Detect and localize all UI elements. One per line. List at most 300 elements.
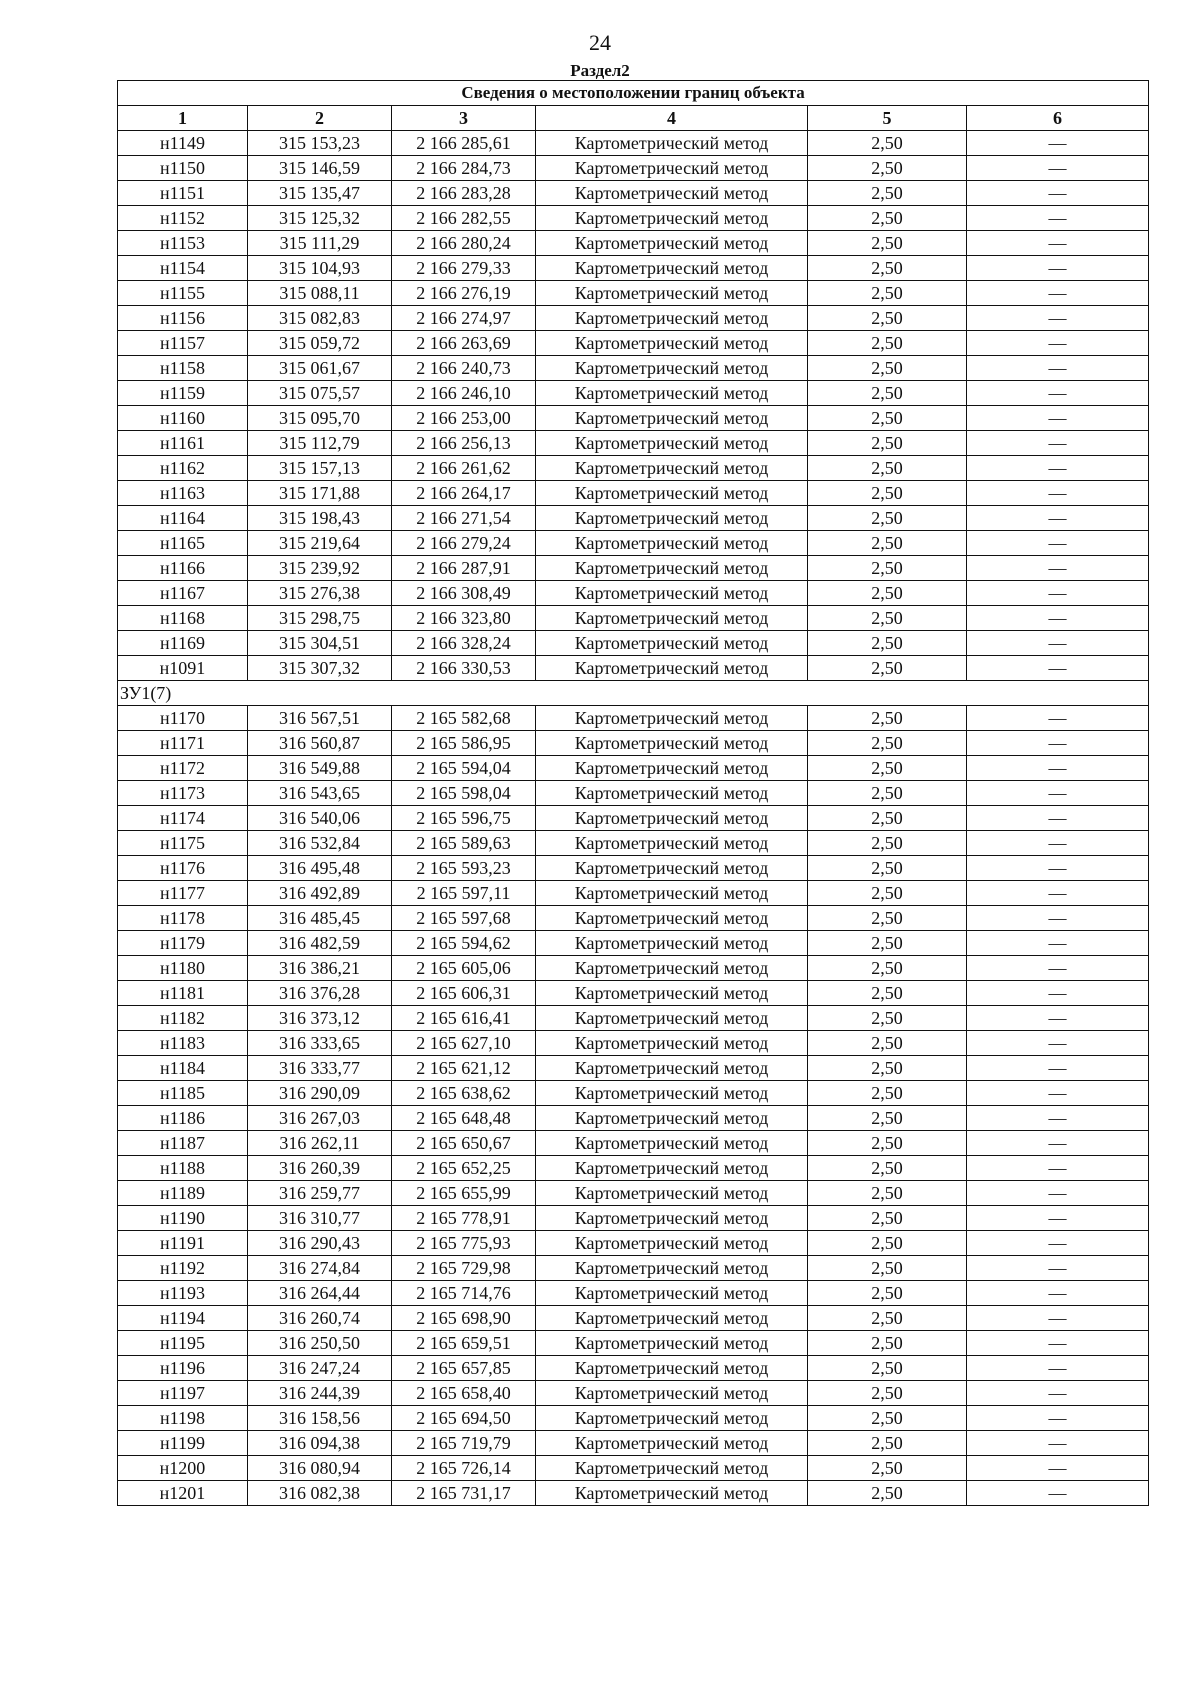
y-coordinate-cell: 2 165 726,14 — [392, 1456, 536, 1481]
point-name-cell: н1149 — [118, 131, 248, 156]
y-coordinate-cell: 2 165 655,99 — [392, 1181, 536, 1206]
table-row — [118, 656, 1149, 681]
note-cell: — — [967, 706, 1149, 731]
note-cell: — — [967, 306, 1149, 331]
x-coordinate-cell: 316 244,39 — [248, 1381, 392, 1406]
accuracy-cell: 2,50 — [808, 656, 967, 681]
accuracy-cell: 2,50 — [808, 831, 967, 856]
table-row — [118, 1406, 1149, 1431]
point-name-cell: н1187 — [118, 1131, 248, 1156]
y-coordinate-cell: 2 166 279,33 — [392, 256, 536, 281]
y-coordinate-cell: 2 165 605,06 — [392, 956, 536, 981]
y-coordinate-cell: 2 166 263,69 — [392, 331, 536, 356]
y-coordinate-cell: 2 166 308,49 — [392, 581, 536, 606]
note-cell: — — [967, 556, 1149, 581]
accuracy-cell: 2,50 — [808, 781, 967, 806]
x-coordinate-cell: 316 532,84 — [248, 831, 392, 856]
accuracy-cell: 2,50 — [808, 1406, 967, 1431]
note-cell: — — [967, 731, 1149, 756]
point-name-cell: н1165 — [118, 531, 248, 556]
method-cell: Картометрический метод — [536, 1481, 808, 1506]
note-cell: — — [967, 606, 1149, 631]
x-coordinate-cell: 316 376,28 — [248, 981, 392, 1006]
x-coordinate-cell: 316 262,11 — [248, 1131, 392, 1156]
method-cell: Картометрический метод — [536, 231, 808, 256]
accuracy-cell: 2,50 — [808, 1206, 967, 1231]
y-coordinate-cell: 2 165 698,90 — [392, 1306, 536, 1331]
note-cell: — — [967, 1406, 1149, 1431]
table-row — [118, 831, 1149, 856]
y-coordinate-cell: 2 165 598,04 — [392, 781, 536, 806]
note-cell: — — [967, 506, 1149, 531]
accuracy-cell: 2,50 — [808, 931, 967, 956]
note-cell: — — [967, 856, 1149, 881]
y-coordinate-cell: 2 166 253,00 — [392, 406, 536, 431]
y-coordinate-cell: 2 165 627,10 — [392, 1031, 536, 1056]
note-cell: — — [967, 131, 1149, 156]
note-cell: — — [967, 831, 1149, 856]
note-cell: — — [967, 956, 1149, 981]
note-cell: — — [967, 1306, 1149, 1331]
note-cell: — — [967, 1106, 1149, 1131]
table-row — [118, 781, 1149, 806]
table-row — [118, 1456, 1149, 1481]
method-cell: Картометрический метод — [536, 981, 808, 1006]
table-caption: Сведения о местоположении границ объекта — [118, 81, 1149, 106]
accuracy-cell: 2,50 — [808, 1281, 967, 1306]
point-name-cell: н1182 — [118, 1006, 248, 1031]
table-row — [118, 956, 1149, 981]
table-row — [118, 406, 1149, 431]
table-row — [118, 856, 1149, 881]
note-cell: — — [967, 1331, 1149, 1356]
table-row — [118, 206, 1149, 231]
x-coordinate-cell: 316 094,38 — [248, 1431, 392, 1456]
x-coordinate-cell: 316 386,21 — [248, 956, 392, 981]
accuracy-cell: 2,50 — [808, 306, 967, 331]
note-cell: — — [967, 181, 1149, 206]
accuracy-cell: 2,50 — [808, 1031, 967, 1056]
x-coordinate-cell: 316 540,06 — [248, 806, 392, 831]
method-cell: Картометрический метод — [536, 331, 808, 356]
point-name-cell: н1184 — [118, 1056, 248, 1081]
note-cell: — — [967, 231, 1149, 256]
method-cell: Картометрический метод — [536, 1281, 808, 1306]
y-coordinate-cell: 2 165 597,11 — [392, 881, 536, 906]
note-cell: — — [967, 1456, 1149, 1481]
table-row — [118, 1056, 1149, 1081]
x-coordinate-cell: 316 267,03 — [248, 1106, 392, 1131]
x-coordinate-cell: 315 304,51 — [248, 631, 392, 656]
x-coordinate-cell: 315 112,79 — [248, 431, 392, 456]
table-row — [118, 981, 1149, 1006]
note-cell: — — [967, 531, 1149, 556]
y-coordinate-cell: 2 165 731,17 — [392, 1481, 536, 1506]
point-name-cell: н1196 — [118, 1356, 248, 1381]
point-name-cell: н1158 — [118, 356, 248, 381]
x-coordinate-cell: 315 198,43 — [248, 506, 392, 531]
y-coordinate-cell: 2 166 330,53 — [392, 656, 536, 681]
point-name-cell: н1174 — [118, 806, 248, 831]
table-row — [118, 1431, 1149, 1456]
point-name-cell: н1179 — [118, 931, 248, 956]
note-cell: — — [967, 331, 1149, 356]
point-name-cell: н1193 — [118, 1281, 248, 1306]
table-row — [118, 356, 1149, 381]
method-cell: Картометрический метод — [536, 1056, 808, 1081]
table-row — [118, 581, 1149, 606]
accuracy-cell: 2,50 — [808, 556, 967, 581]
x-coordinate-cell: 316 495,48 — [248, 856, 392, 881]
y-coordinate-cell: 2 165 694,50 — [392, 1406, 536, 1431]
method-cell: Картометрический метод — [536, 181, 808, 206]
y-coordinate-cell: 2 166 285,61 — [392, 131, 536, 156]
y-coordinate-cell: 2 165 652,25 — [392, 1156, 536, 1181]
table-row — [118, 906, 1149, 931]
method-cell: Картометрический метод — [536, 1131, 808, 1156]
point-name-cell: н1186 — [118, 1106, 248, 1131]
x-coordinate-cell: 316 543,65 — [248, 781, 392, 806]
note-cell: — — [967, 456, 1149, 481]
accuracy-cell: 2,50 — [808, 181, 967, 206]
table-row — [118, 1381, 1149, 1406]
method-cell: Картометрический метод — [536, 206, 808, 231]
method-cell: Картометрический метод — [536, 431, 808, 456]
method-cell: Картометрический метод — [536, 606, 808, 631]
method-cell: Картометрический метод — [536, 631, 808, 656]
note-cell: — — [967, 1131, 1149, 1156]
table-row — [118, 306, 1149, 331]
y-coordinate-cell: 2 165 606,31 — [392, 981, 536, 1006]
method-cell: Картометрический метод — [536, 1306, 808, 1331]
accuracy-cell: 2,50 — [808, 1056, 967, 1081]
table-row — [118, 506, 1149, 531]
method-cell: Картометрический метод — [536, 556, 808, 581]
note-cell: — — [967, 1206, 1149, 1231]
point-name-cell: н1199 — [118, 1431, 248, 1456]
method-cell: Картометрический метод — [536, 706, 808, 731]
y-coordinate-cell: 2 166 284,73 — [392, 156, 536, 181]
y-coordinate-cell: 2 166 282,55 — [392, 206, 536, 231]
x-coordinate-cell: 315 153,23 — [248, 131, 392, 156]
table-row — [118, 1106, 1149, 1131]
y-coordinate-cell: 2 165 775,93 — [392, 1231, 536, 1256]
accuracy-cell: 2,50 — [808, 956, 967, 981]
method-cell: Картометрический метод — [536, 406, 808, 431]
accuracy-cell: 2,50 — [808, 1131, 967, 1156]
point-name-cell: н1177 — [118, 881, 248, 906]
note-cell: — — [967, 1181, 1149, 1206]
accuracy-cell: 2,50 — [808, 531, 967, 556]
note-cell: — — [967, 581, 1149, 606]
y-coordinate-cell: 2 165 648,48 — [392, 1106, 536, 1131]
y-coordinate-cell: 2 165 729,98 — [392, 1256, 536, 1281]
page-number: 24 — [589, 30, 611, 55]
method-cell: Картометрический метод — [536, 831, 808, 856]
point-name-cell: н1161 — [118, 431, 248, 456]
accuracy-cell: 2,50 — [808, 156, 967, 181]
x-coordinate-cell: 316 247,24 — [248, 1356, 392, 1381]
y-coordinate-cell: 2 165 582,68 — [392, 706, 536, 731]
point-name-cell: н1159 — [118, 381, 248, 406]
column-header: 3 — [392, 106, 536, 131]
table-caption-row — [118, 81, 1149, 106]
table-row — [118, 531, 1149, 556]
note-cell: — — [967, 1256, 1149, 1281]
table-row — [118, 1206, 1149, 1231]
point-name-cell: н1189 — [118, 1181, 248, 1206]
table-row — [118, 456, 1149, 481]
method-cell: Картометрический метод — [536, 1231, 808, 1256]
method-cell: Картометрический метод — [536, 781, 808, 806]
point-name-cell: н1201 — [118, 1481, 248, 1506]
y-coordinate-cell: 2 166 271,54 — [392, 506, 536, 531]
accuracy-cell: 2,50 — [808, 506, 967, 531]
y-coordinate-cell: 2 165 594,62 — [392, 931, 536, 956]
y-coordinate-cell: 2 165 657,85 — [392, 1356, 536, 1381]
method-cell: Картометрический метод — [536, 1156, 808, 1181]
method-cell: Картометрический метод — [536, 1006, 808, 1031]
method-cell: Картометрический метод — [536, 256, 808, 281]
accuracy-cell: 2,50 — [808, 631, 967, 656]
x-coordinate-cell: 315 276,38 — [248, 581, 392, 606]
boundary-coordinates-table — [117, 80, 1149, 1506]
point-name-cell: н1195 — [118, 1331, 248, 1356]
method-cell: Картометрический метод — [536, 806, 808, 831]
x-coordinate-cell: 316 482,59 — [248, 931, 392, 956]
y-coordinate-cell: 2 166 276,19 — [392, 281, 536, 306]
y-coordinate-cell: 2 165 593,23 — [392, 856, 536, 881]
table-row — [118, 256, 1149, 281]
method-cell: Картометрический метод — [536, 856, 808, 881]
point-name-cell: н1163 — [118, 481, 248, 506]
table-row — [118, 706, 1149, 731]
x-coordinate-cell: 316 264,44 — [248, 1281, 392, 1306]
point-name-cell: н1197 — [118, 1381, 248, 1406]
y-coordinate-cell: 2 165 589,63 — [392, 831, 536, 856]
y-coordinate-cell: 2 165 586,95 — [392, 731, 536, 756]
point-name-cell: н1169 — [118, 631, 248, 656]
accuracy-cell: 2,50 — [808, 906, 967, 931]
y-coordinate-cell: 2 165 659,51 — [392, 1331, 536, 1356]
x-coordinate-cell: 316 082,38 — [248, 1481, 392, 1506]
method-cell: Картометрический метод — [536, 481, 808, 506]
point-name-cell: н1188 — [118, 1156, 248, 1181]
table-row — [118, 1006, 1149, 1031]
method-cell: Картометрический метод — [536, 456, 808, 481]
table-row — [118, 1331, 1149, 1356]
note-cell: — — [967, 806, 1149, 831]
method-cell: Картометрический метод — [536, 581, 808, 606]
note-cell: — — [967, 656, 1149, 681]
method-cell: Картометрический метод — [536, 281, 808, 306]
accuracy-cell: 2,50 — [808, 481, 967, 506]
note-cell: — — [967, 381, 1149, 406]
table-row — [118, 1481, 1149, 1506]
method-cell: Картометрический метод — [536, 131, 808, 156]
x-coordinate-cell: 316 080,94 — [248, 1456, 392, 1481]
accuracy-cell: 2,50 — [808, 581, 967, 606]
y-coordinate-cell: 2 166 323,80 — [392, 606, 536, 631]
method-cell: Картометрический метод — [536, 1356, 808, 1381]
table-row — [118, 606, 1149, 631]
accuracy-cell: 2,50 — [808, 606, 967, 631]
table-row — [118, 181, 1149, 206]
point-name-cell: н1150 — [118, 156, 248, 181]
method-cell: Картометрический метод — [536, 1381, 808, 1406]
method-cell: Картометрический метод — [536, 756, 808, 781]
accuracy-cell: 2,50 — [808, 131, 967, 156]
x-coordinate-cell: 315 239,92 — [248, 556, 392, 581]
point-name-cell: н1166 — [118, 556, 248, 581]
method-cell: Картометрический метод — [536, 1256, 808, 1281]
note-cell: — — [967, 1431, 1149, 1456]
column-header: 4 — [536, 106, 808, 131]
y-coordinate-cell: 2 166 264,17 — [392, 481, 536, 506]
x-coordinate-cell: 315 082,83 — [248, 306, 392, 331]
point-name-cell: н1154 — [118, 256, 248, 281]
point-name-cell: н1194 — [118, 1306, 248, 1331]
x-coordinate-cell: 316 310,77 — [248, 1206, 392, 1231]
note-cell: — — [967, 906, 1149, 931]
point-name-cell: н1172 — [118, 756, 248, 781]
accuracy-cell: 2,50 — [808, 706, 967, 731]
accuracy-cell: 2,50 — [808, 881, 967, 906]
x-coordinate-cell: 316 373,12 — [248, 1006, 392, 1031]
table-row — [118, 1281, 1149, 1306]
method-cell: Картометрический метод — [536, 1406, 808, 1431]
point-name-cell: н1190 — [118, 1206, 248, 1231]
point-name-cell: н1192 — [118, 1256, 248, 1281]
point-name-cell: н1176 — [118, 856, 248, 881]
point-name-cell: н1168 — [118, 606, 248, 631]
method-cell: Картометрический метод — [536, 1031, 808, 1056]
x-coordinate-cell: 316 259,77 — [248, 1181, 392, 1206]
point-name-cell: н1180 — [118, 956, 248, 981]
accuracy-cell: 2,50 — [808, 806, 967, 831]
y-coordinate-cell: 2 165 594,04 — [392, 756, 536, 781]
accuracy-cell: 2,50 — [808, 1331, 967, 1356]
point-name-cell: н1162 — [118, 456, 248, 481]
y-coordinate-cell: 2 165 616,41 — [392, 1006, 536, 1031]
note-cell: — — [967, 1481, 1149, 1506]
method-cell: Картометрический метод — [536, 1181, 808, 1206]
method-cell: Картометрический метод — [536, 656, 808, 681]
y-coordinate-cell: 2 166 256,13 — [392, 431, 536, 456]
note-cell: — — [967, 156, 1149, 181]
x-coordinate-cell: 315 219,64 — [248, 531, 392, 556]
x-coordinate-cell: 316 158,56 — [248, 1406, 392, 1431]
method-cell: Картометрический метод — [536, 1331, 808, 1356]
note-cell: — — [967, 1156, 1149, 1181]
column-header: 2 — [248, 106, 392, 131]
accuracy-cell: 2,50 — [808, 1256, 967, 1281]
x-coordinate-cell: 316 333,65 — [248, 1031, 392, 1056]
method-cell: Картометрический метод — [536, 1206, 808, 1231]
point-name-cell: н1157 — [118, 331, 248, 356]
note-cell: — — [967, 1231, 1149, 1256]
x-coordinate-cell: 316 485,45 — [248, 906, 392, 931]
note-cell: — — [967, 1356, 1149, 1381]
accuracy-cell: 2,50 — [808, 1081, 967, 1106]
point-name-cell: н1170 — [118, 706, 248, 731]
x-coordinate-cell: 315 135,47 — [248, 181, 392, 206]
x-coordinate-cell: 315 298,75 — [248, 606, 392, 631]
note-cell: — — [967, 756, 1149, 781]
accuracy-cell: 2,50 — [808, 1156, 967, 1181]
accuracy-cell: 2,50 — [808, 1431, 967, 1456]
y-coordinate-cell: 2 166 287,91 — [392, 556, 536, 581]
y-coordinate-cell: 2 165 778,91 — [392, 1206, 536, 1231]
accuracy-cell: 2,50 — [808, 1356, 967, 1381]
table-row — [118, 731, 1149, 756]
table-row — [118, 1156, 1149, 1181]
table-row — [118, 1181, 1149, 1206]
section-title: Раздел2 — [570, 61, 630, 80]
note-cell: — — [967, 931, 1149, 956]
note-cell: — — [967, 1031, 1149, 1056]
point-name-cell: н1173 — [118, 781, 248, 806]
table-row — [118, 431, 1149, 456]
accuracy-cell: 2,50 — [808, 356, 967, 381]
x-coordinate-cell: 315 111,29 — [248, 231, 392, 256]
table-row — [118, 281, 1149, 306]
x-coordinate-cell: 316 549,88 — [248, 756, 392, 781]
table-row — [118, 1081, 1149, 1106]
y-coordinate-cell: 2 165 650,67 — [392, 1131, 536, 1156]
point-name-cell: н1160 — [118, 406, 248, 431]
y-coordinate-cell: 2 165 719,79 — [392, 1431, 536, 1456]
method-cell: Картометрический метод — [536, 906, 808, 931]
accuracy-cell: 2,50 — [808, 456, 967, 481]
x-coordinate-cell: 316 260,39 — [248, 1156, 392, 1181]
method-cell: Картометрический метод — [536, 1431, 808, 1456]
accuracy-cell: 2,50 — [808, 856, 967, 881]
note-cell: — — [967, 631, 1149, 656]
note-cell: — — [967, 1006, 1149, 1031]
point-name-cell: н1156 — [118, 306, 248, 331]
note-cell: — — [967, 881, 1149, 906]
method-cell: Картометрический метод — [536, 881, 808, 906]
table-row — [118, 331, 1149, 356]
accuracy-cell: 2,50 — [808, 756, 967, 781]
table-row — [118, 756, 1149, 781]
x-coordinate-cell: 316 567,51 — [248, 706, 392, 731]
y-coordinate-cell: 2 166 274,97 — [392, 306, 536, 331]
method-cell: Картометрический метод — [536, 956, 808, 981]
y-coordinate-cell: 2 166 279,24 — [392, 531, 536, 556]
accuracy-cell: 2,50 — [808, 1456, 967, 1481]
method-cell: Картометрический метод — [536, 381, 808, 406]
table-row — [118, 1231, 1149, 1256]
accuracy-cell: 2,50 — [808, 406, 967, 431]
note-cell: — — [967, 256, 1149, 281]
table-row — [118, 931, 1149, 956]
table-row — [118, 1356, 1149, 1381]
table-body — [118, 131, 1149, 1506]
y-coordinate-cell: 2 165 658,40 — [392, 1381, 536, 1406]
y-coordinate-cell: 2 165 714,76 — [392, 1281, 536, 1306]
y-coordinate-cell: 2 166 328,24 — [392, 631, 536, 656]
method-cell: Картометрический метод — [536, 1106, 808, 1131]
table-row — [118, 131, 1149, 156]
point-name-cell: н1164 — [118, 506, 248, 531]
note-cell: — — [967, 1281, 1149, 1306]
table-head — [118, 81, 1149, 131]
note-cell: — — [967, 1056, 1149, 1081]
x-coordinate-cell: 315 095,70 — [248, 406, 392, 431]
column-header: 6 — [967, 106, 1149, 131]
